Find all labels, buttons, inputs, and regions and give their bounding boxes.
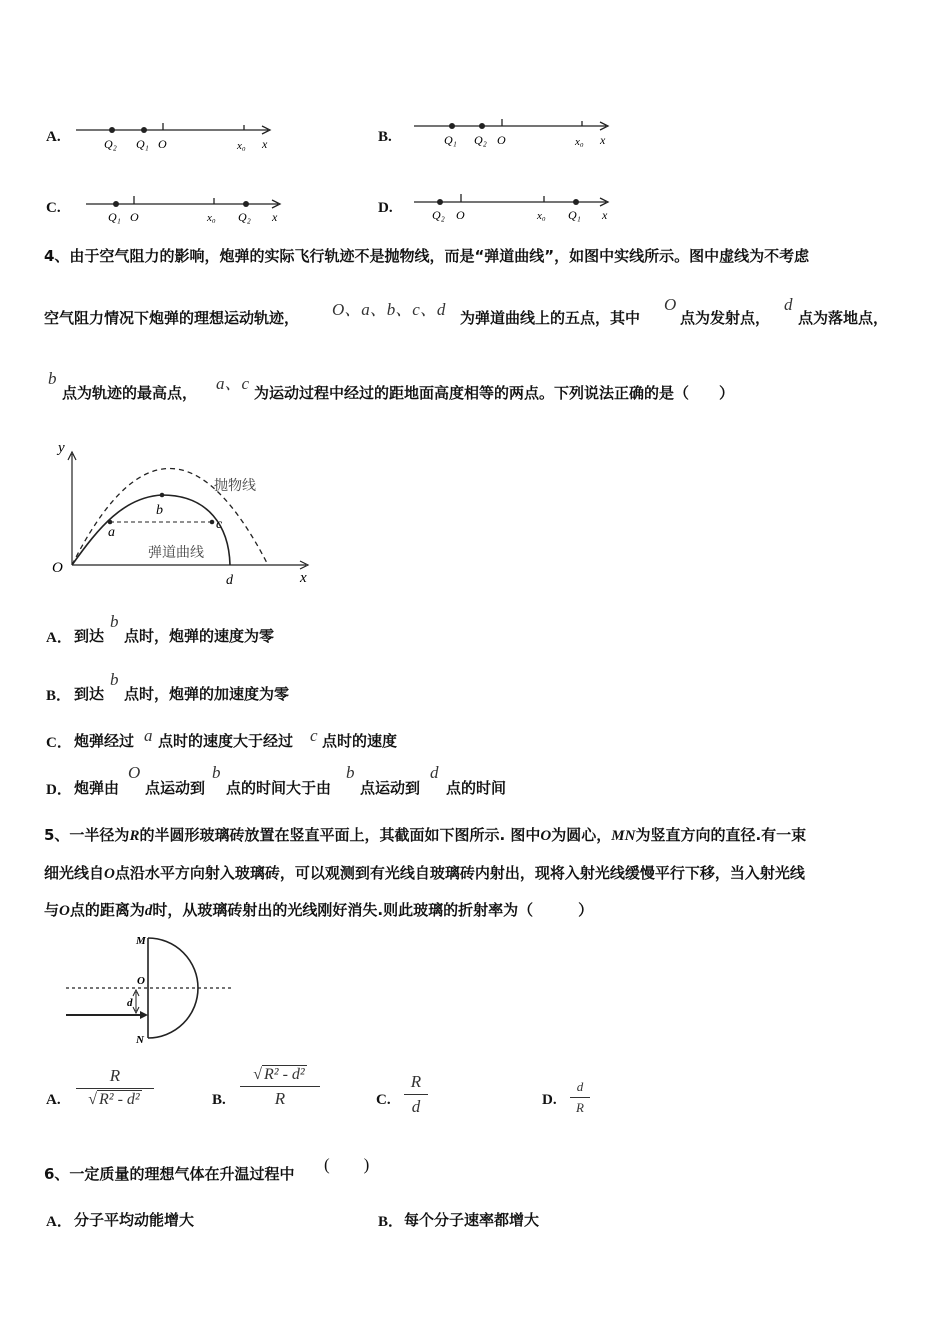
svg-text:Q₂: Q₂ [432, 208, 445, 222]
q6-stem: 6、一定质量的理想气体在升温过程中 [44, 1165, 295, 1183]
number-line-d [414, 190, 614, 226]
point-a-label: a [108, 525, 115, 540]
q5-stem-line1: 5、一半径为R的半圆形玻璃砖放置在竖直平面上，其截面如下图所示. 图中O为圆心，MN为竖直方向的直径.有一束 [44, 826, 807, 844]
option-b-label: B. [378, 129, 392, 145]
q5-stem-line2: 细光线自O点沿水平方向射入玻璃砖，可以观测到有光线自玻璃砖内射出，现将入射光线缓慢平行下移，当入射光线 [44, 864, 805, 882]
option-a-label: A. [46, 129, 61, 145]
svg-text:Q₁: Q₁ [108, 210, 121, 224]
q5-stem-line3: 与O点的距离为d时，从玻璃砖射出的光线刚好消失.则此玻璃的折射率为（ ） [44, 901, 594, 919]
label-m: M [136, 935, 146, 947]
number-line-c [86, 192, 286, 228]
svg-text:x: x [272, 210, 278, 224]
parabola-label: 抛物线 [214, 479, 256, 494]
svg-text:x: x [602, 208, 608, 222]
number-line-a [76, 118, 276, 154]
x-axis-label: x [300, 570, 307, 586]
svg-text:x: x [600, 133, 606, 147]
label-o: O [137, 975, 145, 987]
svg-text:Q₂: Q₂ [474, 133, 487, 147]
axis-label: Q₁ [136, 137, 149, 151]
q4-trajectory-figure [44, 432, 319, 592]
semicircle-glass [148, 938, 198, 1038]
y-axis-label: y [58, 440, 65, 456]
axis-label: x [262, 137, 268, 151]
q5-glass-figure [60, 930, 240, 1048]
q6-answer-paren: ( ) [324, 1155, 370, 1174]
option-d-label: D. [378, 200, 393, 216]
svg-text:Q₁: Q₁ [444, 133, 457, 147]
ballistic-label: 弹道曲线 [148, 546, 204, 561]
point-d-label: d [226, 573, 233, 588]
label-n: N [136, 1034, 144, 1046]
svg-text:Q₂: Q₂ [238, 210, 251, 224]
q4-points: O、a、b、c、d [332, 300, 446, 319]
q4-stem-line1: 4、由于空气阻力的影响，炮弹的实际飞行轨迹不是抛物线，而是“弹道曲线”，如图中实线所示。图中虚线为不考虑 [44, 247, 810, 265]
point-c-label: c [216, 517, 223, 532]
option-c-label: C. [46, 200, 61, 216]
svg-text:Q₁: Q₁ [568, 208, 581, 222]
svg-text:x₀: x₀ [575, 136, 584, 148]
point-b-label: b [156, 503, 163, 518]
svg-text:O: O [130, 210, 139, 224]
axis-label: O [158, 137, 167, 151]
q4-stem-line2: 空气阻力情况下炮弹的理想运动轨迹， [44, 309, 300, 327]
origin-label: O [52, 560, 63, 576]
q4-stem-line3: 为运动过程中经过的距地面高度相等的两点。下列说法正确的是（ ） [254, 384, 735, 402]
axis-label: x₀ [237, 140, 246, 152]
number-line-b [414, 114, 614, 150]
svg-text:x₀: x₀ [537, 210, 546, 222]
axis-label: Q₂ [104, 137, 117, 151]
svg-text:O: O [456, 208, 465, 222]
svg-text:O: O [497, 133, 506, 147]
svg-text:x₀: x₀ [207, 212, 216, 224]
label-d: d [127, 997, 133, 1009]
